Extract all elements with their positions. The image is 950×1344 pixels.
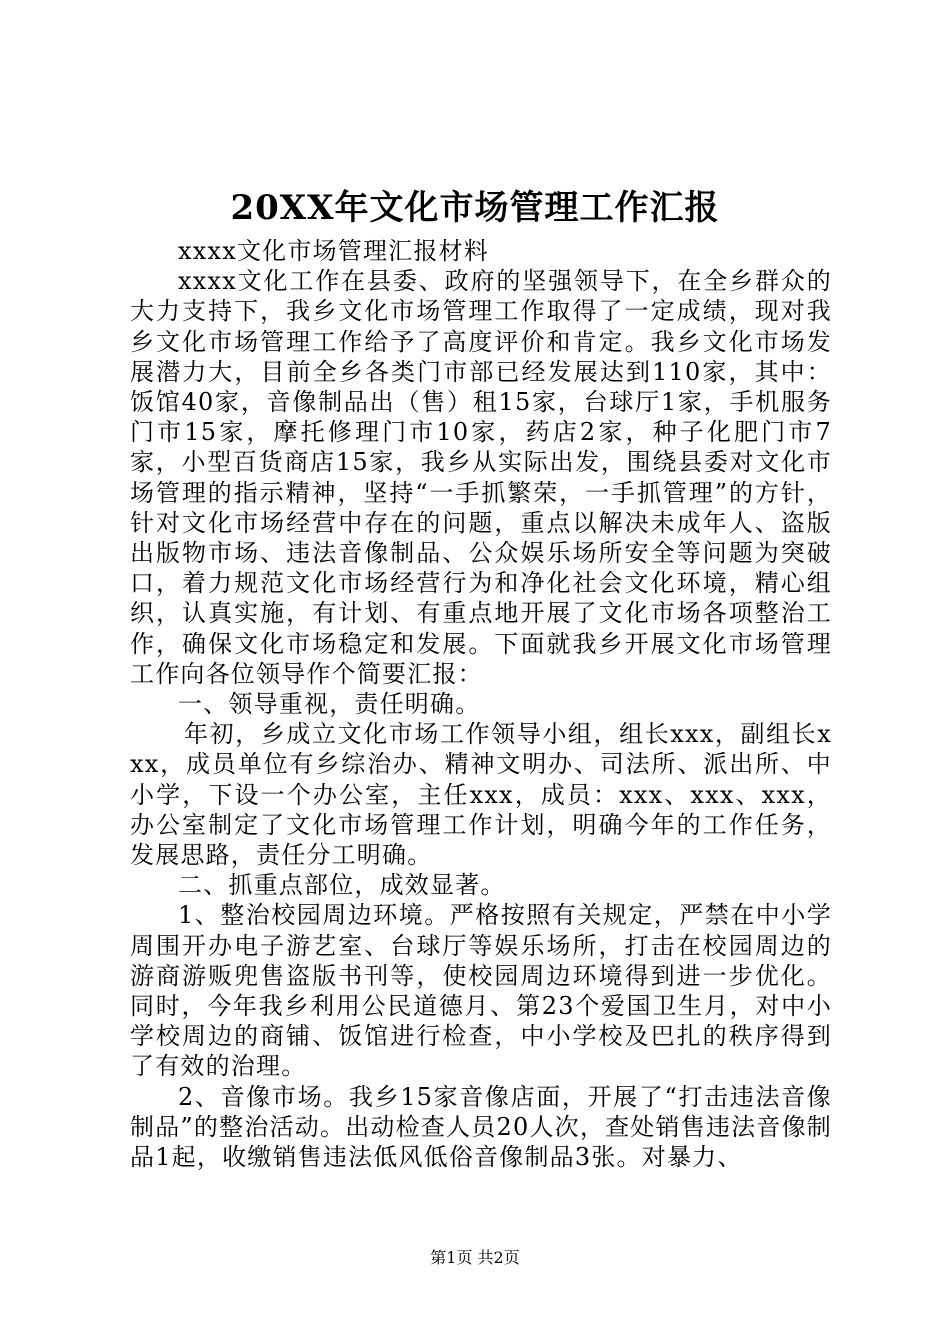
subtitle-paragraph: xxxx文化市场管理汇报材料 — [178, 237, 489, 265]
section-heading-1: 一、领导重视，责任明确。 — [178, 690, 481, 719]
item-1-paragraph: 1、整治校园周边环境。严格按照有关规定，严禁在中小学周围开办电子游艺室、台球厅等娱乐场所，打击在校园周边的游商游贩兜售盗版书刊等，使校园周边环境得到进一步优化。同时，今年我乡利用公民道德月、第23个爱国卫生月，对中小学校周边的商铺、饭馆进行检查，中小学校及巴扎的秩序得到了有效的治理。 — [130, 901, 832, 1081]
section-heading-2: 二、抓重点部位，成效显著。 — [178, 871, 506, 900]
section-1-paragraph: 年初，乡成立文化市场工作领导小组，组长xxx，副组长xxx，成员单位有乡综治办、精神文明办、司法所、派出所、中小学，下设一个办公室，主任xxx，成员：xxx、xxx、xxx，办公室制定了文化市场管理工作计划，明确今年的工作任务，发展思路，责任分工明确。 — [130, 720, 832, 870]
item-2-paragraph: 2、音像市场。我乡15家音像店面，开展了“打击违法音像制品”的整治活动。出动检查人员20人次，查处销售违法音像制品1起，收缴销售违法低风低俗音像制品3张。对暴力、 — [130, 1082, 832, 1172]
document-title: 20XX年文化市场管理工作汇报 — [230, 188, 720, 228]
intro-paragraph: xxxx文化工作在县委、政府的坚强领导下，在全乡群众的大力支持下，我乡文化市场管理工作取得了一定成绩，现对我乡文化市场管理工作给予了高度评价和肯定。我乡文化市场发展潜力大，目前全乡各类门市部已经发展达到110家，其中：饭馆40家，音像制品出（售）租15家，台球厅1家，手机服务门市15家，摩托修理门市10家，药店2家，种子化肥门市7家，小型百货商店15家，我乡从实际出发，围绕县委对文化市场管理的指示精神，坚持“一手抓繁荣，一手抓管理”的方针，针对文化市场经营中存在的问题，重点以解决未成年人、盗版出版物市场、违法音像制品、公众娱乐场所安全等问题为突破口，着力规范文化市场经营行为和净化社会文化环境，精心组织，认真实施，有计划、有重点地开展了文化市场各项整治工作，确保文化市场稳定和发展。下面就我乡开展文化市场管理工作向各位领导作个简要汇报： — [130, 267, 832, 688]
document-body — [130, 236, 832, 1172]
page-footer: 第1页 共2页 — [430, 1248, 520, 1267]
